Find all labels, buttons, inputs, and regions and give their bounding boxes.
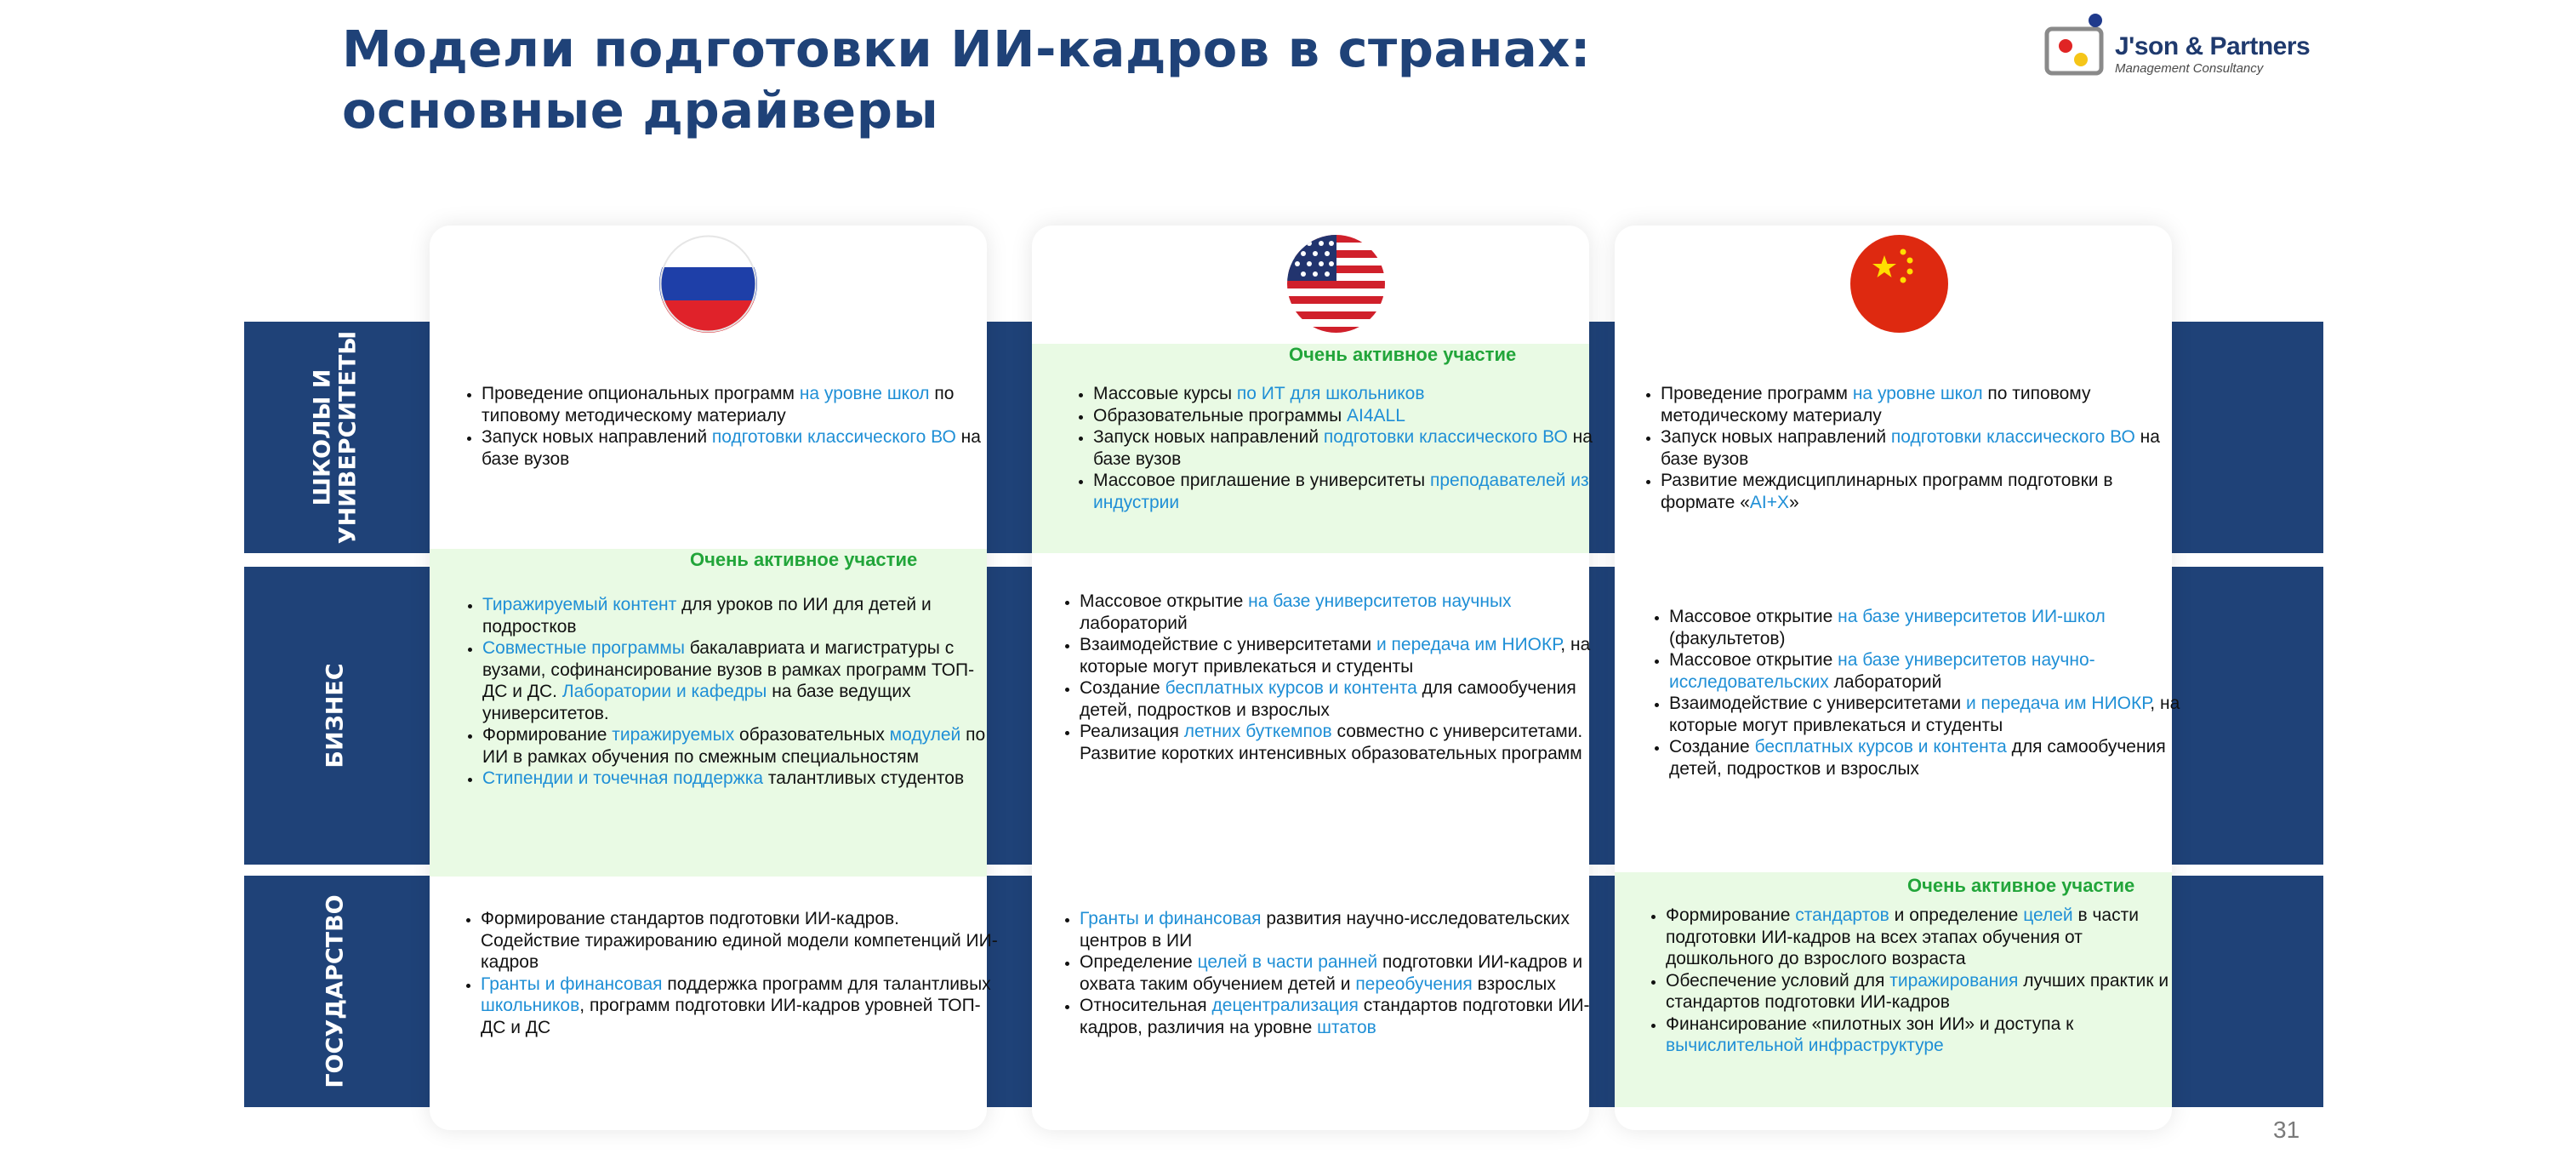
bullet-list [1630, 383, 2188, 513]
logo-tagline: Management Consultancy [2115, 61, 2264, 76]
bullet-list [1635, 905, 2188, 1057]
highlight-text: школьников [481, 996, 580, 1015]
bullet-text: взрослых [1472, 974, 1556, 994]
page-title [342, 19, 1591, 141]
page-title-line-1: Модели подготовки ИИ-кадров в странах: [342, 20, 1592, 78]
bullet-text: талантливых студентов [763, 768, 965, 788]
bullet-text: лабораторий [1828, 671, 1942, 692]
highlight-text: на уровне школ [1852, 384, 1983, 403]
bullet-text: стандартов подготовки ИИ-кадров, различия на уровне [1080, 996, 1590, 1037]
highlight-text: вычислительной инфраструктуре [1666, 1036, 1944, 1055]
active-participation-label: Очень активное участие [1907, 875, 2135, 896]
highlight-text: Стипендии и точечная поддержка [482, 768, 764, 788]
bullet-item [1080, 908, 1607, 951]
cell-china-government [1615, 872, 2172, 1107]
bullet-text: на базе вузов [482, 427, 981, 469]
bullet-list [450, 908, 1000, 1038]
highlight-text: модулей [889, 725, 961, 745]
highlight-text: AI+X [1749, 492, 1789, 512]
bullet-item [481, 974, 1000, 1039]
bullet-list [451, 383, 1005, 470]
highlight-text: на базе университетов научно-исследовательских [1669, 650, 2095, 692]
bullet-text: Образовательные программы [1093, 405, 1348, 425]
bullet-list [1049, 591, 1607, 764]
bullet-item [1093, 470, 1604, 513]
cell-usa-government [1032, 876, 1589, 1107]
bullet-text: и определение [1889, 905, 2024, 925]
highlight-text: стандартов [1795, 905, 1889, 925]
bullet-text: по ИИ в рамках обучения по смежным специальностям [482, 725, 986, 767]
highlight-text: бесплатных курсов и контента [1754, 737, 2007, 757]
bullet-item [1080, 634, 1607, 677]
bullet-item [482, 768, 993, 790]
cell-russia-schools [430, 322, 987, 553]
bullet-item [1080, 721, 1607, 764]
cell-russia-business [430, 549, 987, 877]
bullet-text: Массовое приглашение в университеты [1093, 471, 1430, 490]
bullet-list [1638, 606, 2188, 780]
highlight-text: Лаборатории и кафедры [561, 682, 767, 701]
logo-mark-icon [2042, 7, 2118, 83]
bullet-text: , на которые могут привлекаться и студенты [1080, 635, 1591, 677]
highlight-text: децентрализация [1211, 996, 1359, 1015]
active-participation-label: Очень активное участие [690, 549, 918, 570]
bullet-text: на базе вузов [1661, 427, 2160, 469]
highlight-text: по ИТ для школьников [1236, 384, 1425, 403]
bullet-text: совместно с университетами. Развитие коротких интенсивных образовательных программ [1080, 722, 1583, 763]
highlight-text: и передача им НИОКР [1376, 635, 1561, 654]
bullet-item [482, 637, 993, 724]
usa-flag-icon [1287, 235, 1385, 333]
bullet-text: Запуск новых направлений [1093, 427, 1324, 447]
page-title-line-2: основные драйверы [342, 81, 939, 140]
highlight-text: подготовки классического ВО [1323, 427, 1568, 447]
highlight-text: бесплатных курсов и контента [1165, 678, 1417, 698]
bullet-item [1661, 470, 2188, 513]
highlight-text: на базе университетов ИИ-школ [1838, 607, 2106, 626]
highlight-text: и передача им НИОКР [1965, 694, 2151, 713]
bullet-text: бакалавриата и магистратуры с вузами, софинансирование вузов в рамках программ ТОП-ДС и ДС. [482, 638, 975, 701]
highlight-text: на уровне школ [799, 384, 930, 403]
bullet-item [1093, 426, 1604, 470]
row-label-government [244, 876, 427, 1107]
russia-flag-icon [659, 235, 757, 333]
active-participation-label: Очень активное участие [1289, 344, 1517, 365]
bullet-item [1661, 426, 2188, 470]
bullet-text: Массовое открытие [1669, 650, 1838, 670]
bullet-text: в части подготовки ИИ-кадров на всех этапах обучения от дошкольного до взрослого возраста [1666, 905, 2139, 968]
highlight-text: подготовки классического ВО [1890, 427, 2135, 447]
bullet-item [482, 594, 993, 637]
china-flag-icon [1850, 235, 1948, 333]
bullet-item [1666, 1014, 2188, 1057]
bullet-text: для самообучения детей, подростков и взрослых [1669, 737, 2166, 779]
page-number: 31 [2273, 1116, 2300, 1143]
bullet-item [1080, 951, 1607, 995]
bullet-text: » [1789, 492, 1799, 512]
bullet-text: по типовому методическому материалу [1661, 384, 2091, 425]
bullet-item [1093, 405, 1604, 427]
highlight-text: Гранты и финансовая [481, 974, 663, 994]
bullet-text: Формирование [1666, 905, 1796, 925]
highlight-text: переобучения [1355, 974, 1473, 994]
bullet-text: , на которые могут привлекаться и студенты [1669, 694, 2180, 735]
bullet-item [1666, 905, 2188, 970]
bullet-item [1661, 383, 2188, 426]
highlight-text: тиражирования [1889, 970, 2019, 991]
bullet-text: Массовые курсы [1093, 384, 1237, 403]
cell-china-schools [1615, 322, 2172, 553]
bullet-text: лабораторий [1080, 613, 1188, 633]
bullet-list [1049, 908, 1607, 1038]
bullet-item [482, 724, 993, 768]
bullet-text: по типовому методическому материалу [482, 384, 955, 425]
bullet-text: Запуск новых направлений [1661, 427, 1891, 447]
bullet-text: Взаимодействие с университетами [1080, 635, 1376, 654]
row-label-business [244, 567, 427, 865]
bullet-text: подготовки ИИ-кадров и охвата таким обучением детей и [1080, 952, 1583, 994]
bullet-text: Массовое открытие [1080, 591, 1249, 611]
bullet-text: Определение [1080, 952, 1198, 972]
bullet-item [1093, 383, 1604, 405]
highlight-text: Тиражируемый контент [482, 595, 677, 614]
bullet-text: , программ подготовки ИИ-кадров уровней ТОП-ДС и ДС [481, 996, 981, 1037]
highlight-text: целей в части ранней [1197, 952, 1378, 972]
bullet-text: Создание [1080, 678, 1165, 698]
highlight-text: преподавателей из индустрии [1093, 471, 1589, 512]
cell-usa-schools [1032, 344, 1593, 553]
bullet-text: Запуск новых направлений [482, 427, 712, 447]
bullet-item [482, 426, 1005, 470]
bullet-text: Относительная [1080, 996, 1212, 1015]
bullet-item [1080, 677, 1607, 721]
logo-name: J'son & Partners [2115, 32, 2311, 60]
bullet-item [1666, 970, 2188, 1014]
highlight-text: штатов [1317, 1017, 1376, 1037]
highlight-text: тиражируемых [612, 725, 735, 745]
row-label-business-text: БИЗНЕС [322, 663, 349, 768]
bullet-item [1669, 606, 2188, 649]
bullet-text: лучших практик и стандартов подготовки ИИ-кадров [1666, 970, 2169, 1012]
highlight-text: подготовки классического ВО [711, 427, 956, 447]
bullet-text: Развитие междисциплинарных программ подготовки в формате « [1661, 471, 2113, 512]
bullet-item [1080, 995, 1607, 1038]
bullet-text: для самообучения детей, подростков и взрослых [1080, 678, 1576, 720]
bullet-text: Формирование [482, 725, 613, 745]
bullet-text: Создание [1669, 737, 1755, 757]
bullet-text: Обеспечение условий для [1666, 970, 1890, 991]
bullet-text: поддержка программ для талантливых [662, 974, 991, 994]
bullet-text: на базе вузов [1093, 427, 1593, 469]
bullet-text: Проведение программ [1661, 384, 1853, 403]
bullet-text: Финансирование «пилотных зон ИИ» и доступа к [1666, 1014, 2074, 1034]
cell-russia-government [430, 876, 998, 1107]
highlight-text: на базе университетов научных [1248, 591, 1512, 611]
row-label-schools-text: ШКОЛЫ И УНИВЕРСИТЕТЫ [309, 330, 362, 545]
highlight-text: Совместные программы [482, 638, 685, 658]
bullet-text: образовательных [734, 725, 890, 745]
highlight-text: летних буткемпов [1183, 722, 1332, 741]
bullet-text: Проведение опциональных программ [482, 384, 800, 403]
bullet-text: Взаимодействие с университетами [1669, 694, 1966, 713]
row-label-government-text: ГОСУДАРСТВО [322, 894, 349, 1088]
highlight-text: AI4ALL [1347, 405, 1405, 425]
bullet-item [1669, 693, 2188, 736]
bullet-text: Реализация [1080, 722, 1184, 741]
highlight-text: Гранты и финансовая [1080, 909, 1262, 928]
bullet-text: Массовое открытие [1669, 607, 1838, 626]
cell-china-business [1615, 567, 2180, 865]
bullet-text: развития научно-исследовательских центров в ИИ [1080, 909, 1570, 951]
bullet-item [482, 383, 1005, 426]
highlight-text: целей [2023, 905, 2073, 925]
bullet-list [452, 594, 993, 790]
company-logo [2042, 7, 2311, 83]
bullet-item [1080, 591, 1607, 634]
row-label-schools [244, 322, 427, 553]
bullet-item [1669, 649, 2188, 693]
bullet-text: для уроков по ИИ для детей и подростков [482, 595, 932, 637]
bullet-item [1669, 736, 2188, 780]
bullet-text: на базе ведущих университетов. [482, 682, 911, 723]
bullet-item [481, 908, 1000, 974]
bullet-text: (факультетов) [1669, 628, 1786, 648]
bullet-list [1063, 383, 1604, 513]
bullet-text: Формирование стандартов подготовки ИИ-кадров. Содействие тиражированию единой модели компетенций ИИ-кадров [481, 909, 998, 972]
cell-usa-business [1032, 567, 1589, 865]
